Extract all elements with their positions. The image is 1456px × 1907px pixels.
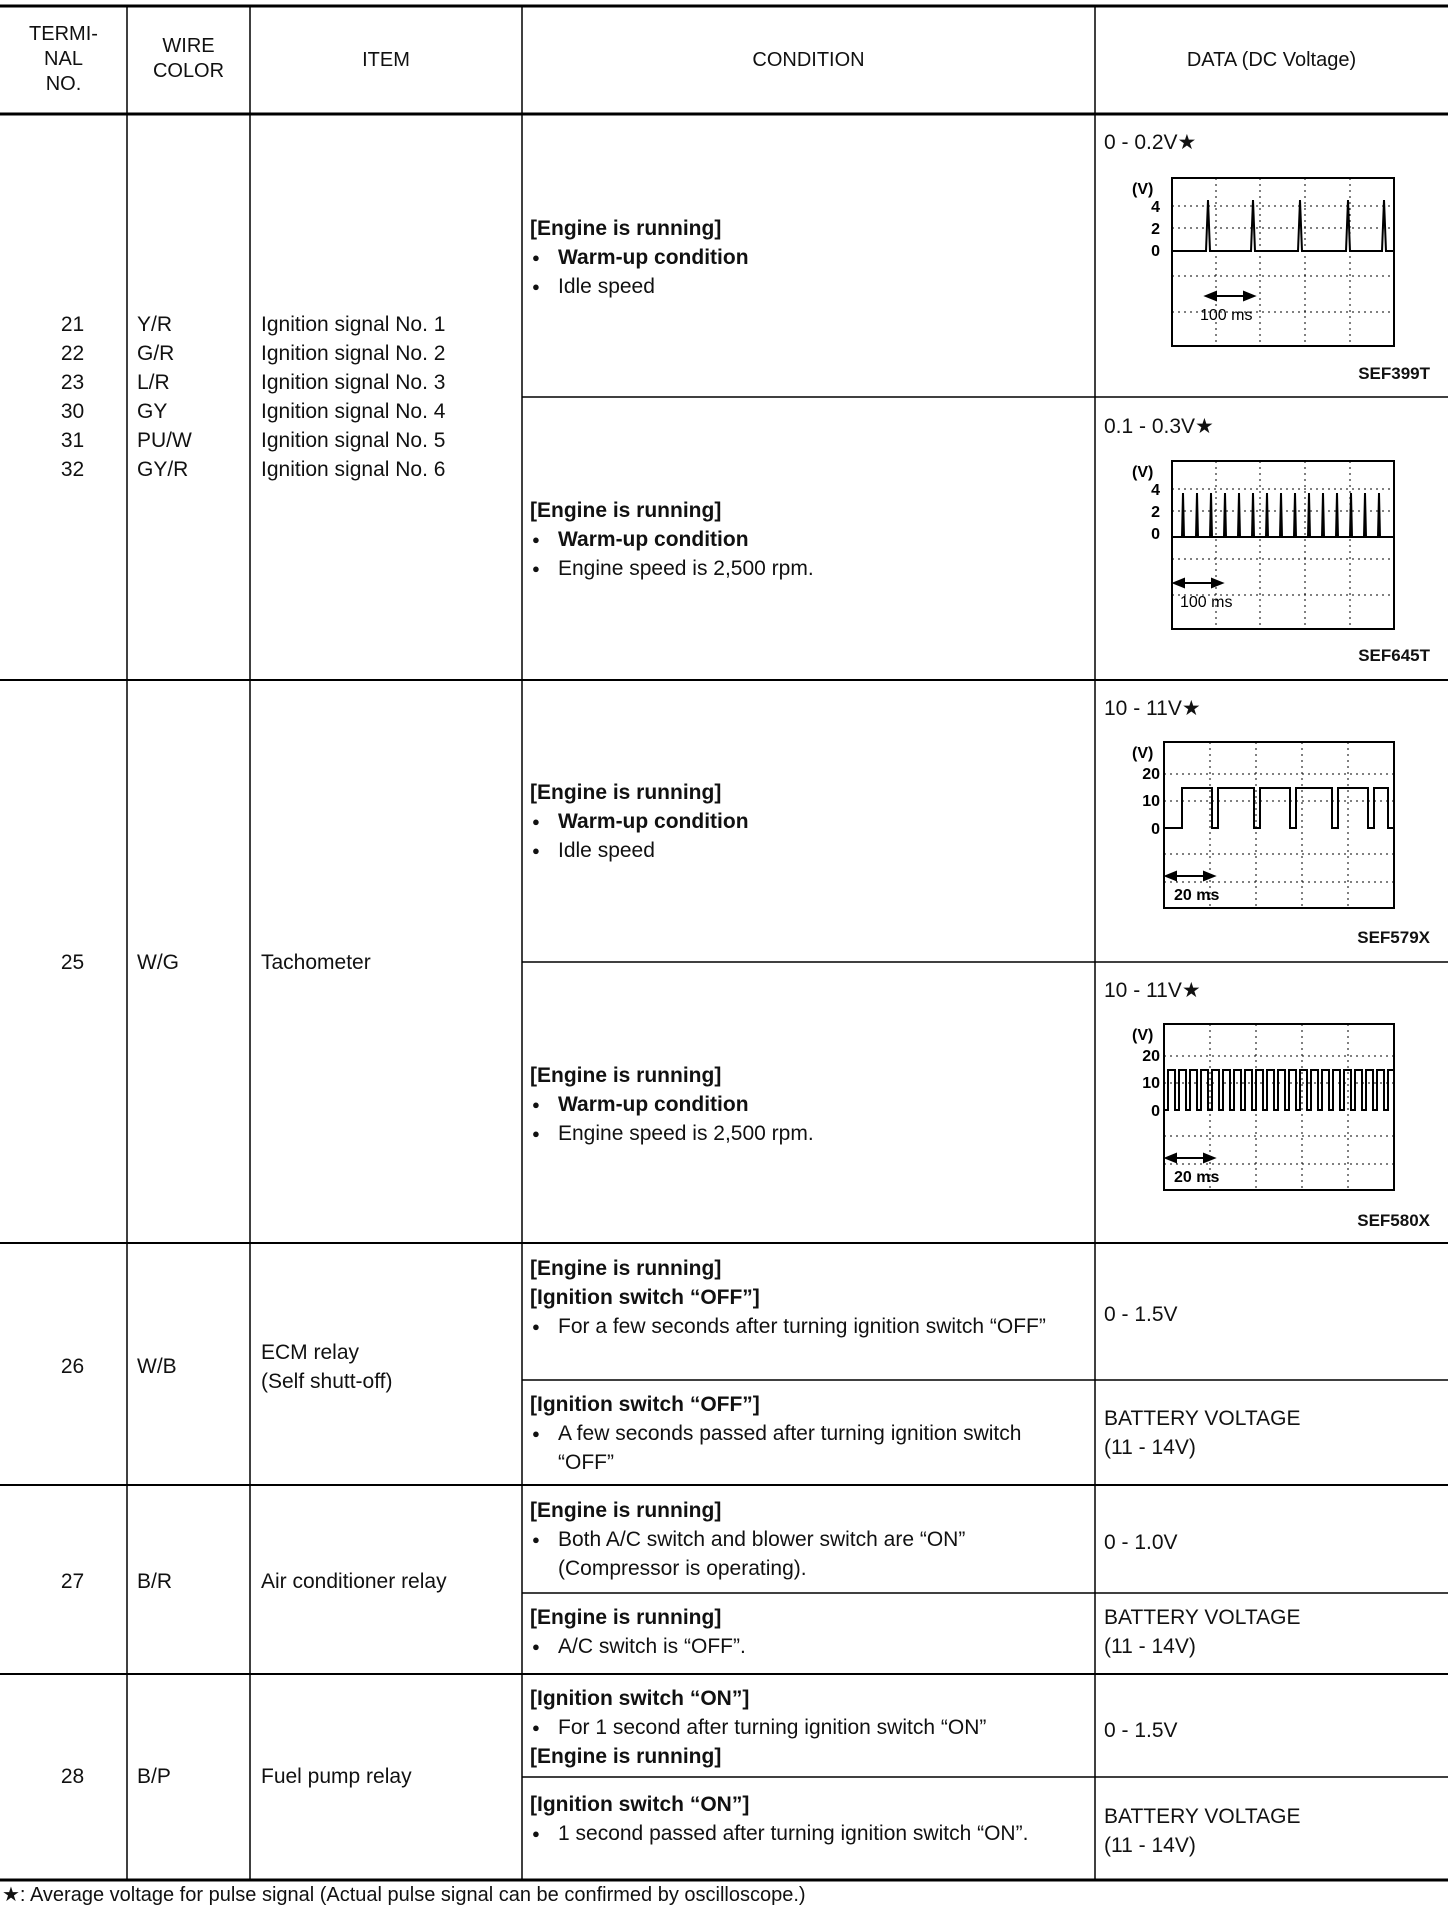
group3-terminal: 26 [60, 1355, 85, 1378]
group4-data-2: BATTERY VOLTAGE (11 - 14V) [1104, 1606, 1301, 1658]
scope-tick: 4 [1151, 482, 1160, 499]
group3-item: ECM relay (Self shutt-off) [261, 1341, 393, 1393]
scope-unit: (V) [1132, 1027, 1154, 1044]
scope-time-arrow [1206, 292, 1254, 300]
group3-data-1: 0 - 1.5V [1104, 1303, 1178, 1326]
scope-tick: 0 [1151, 1103, 1160, 1120]
oscilloscope-sef399t [1130, 172, 1400, 352]
group2-condition-2500rpm: [Engine is running] ● Warm-up condition ● Engine speed is 2,500 rpm. [530, 1061, 1080, 1148]
group2-data-value-1: 10 - 11V★ [1104, 697, 1201, 720]
scope-time-label: 100 ms [1180, 594, 1233, 611]
scope-time-label: 100 ms [1200, 307, 1253, 324]
scope-unit: (V) [1132, 745, 1154, 762]
header-condition: CONDITION [752, 49, 865, 71]
scope-time-arrow [1166, 872, 1214, 880]
scope-waveform [1172, 493, 1394, 537]
scope-waveform [1172, 200, 1394, 251]
group5-terminal: 28 [60, 1765, 85, 1788]
scope-time-arrow [1174, 579, 1222, 587]
oscilloscope-sef580x [1120, 1016, 1400, 1196]
group3-condition-2: [Ignition switch “OFF”] ● A few seconds passed after turning ignition switch “OFF” [530, 1390, 1030, 1477]
scope-time-arrow [1166, 1154, 1214, 1162]
group4-item: Air conditioner relay [261, 1570, 447, 1593]
group5-condition-2: [Ignition switch “ON”] ● 1 second passed after turning ignition switch “ON”. [530, 1790, 1050, 1848]
group1-items: Ignition signal No. 1 Ignition signal No. 2 Ignition signal No. 3 Ignition signal No. 4 Ignition signal No. 5 Ignition signal No. 6 [261, 313, 446, 481]
scope-tick: 2 [1151, 221, 1160, 238]
footnote: ★: Average voltage for pulse signal (Actual pulse signal can be confirmed by oscilloscope.) [2, 1884, 806, 1906]
group5-condition-1: [Ignition switch “ON”] ● For 1 second after turning ignition switch “ON” [Engine is running] [530, 1684, 1090, 1771]
group5-data-1: 0 - 1.5V [1104, 1719, 1178, 1742]
scope-tick: 10 [1142, 1075, 1160, 1092]
scope-tick: 20 [1142, 1048, 1160, 1065]
group2-condition-idle: [Engine is running] ● Warm-up condition ● Idle speed [530, 778, 1080, 865]
group4-terminal: 27 [60, 1570, 85, 1593]
scope-tick: 0 [1151, 243, 1160, 260]
header-item: ITEM [362, 49, 410, 71]
scope-screen [1164, 742, 1394, 908]
figure-code-sef579x: SEF579X [1357, 928, 1430, 947]
scope-waveform [1164, 788, 1394, 828]
scope-waveform [1164, 1070, 1394, 1110]
scope-unit: (V) [1132, 464, 1154, 481]
group2-terminal: 25 [60, 951, 85, 974]
group4-data-1: 0 - 1.0V [1104, 1531, 1178, 1554]
group2-wire-color: W/G [137, 951, 179, 974]
group5-item: Fuel pump relay [261, 1765, 412, 1788]
group1-condition-idle: [Engine is running] ● Warm-up condition ● Idle speed [530, 214, 1080, 301]
group1-data-value-2: 0.1 - 0.3V★ [1104, 415, 1214, 438]
header-wire-color: WIRE COLOR [152, 35, 225, 82]
group5-wire-color: B/P [137, 1765, 171, 1788]
group4-condition-1: [Engine is running] ● Both A/C switch and blower switch are “ON” (Compressor is operating). [530, 1496, 1085, 1583]
group5-data-2: BATTERY VOLTAGE (11 - 14V) [1104, 1805, 1301, 1857]
group1-terminals: 21 22 23 30 31 32 [60, 313, 85, 481]
scope-time-label: 20 ms [1174, 887, 1220, 904]
header-terminal-no: TERMI- NAL NO. [29, 23, 98, 95]
group1-data-value-1: 0 - 0.2V★ [1104, 131, 1197, 154]
scope-unit: (V) [1132, 181, 1154, 198]
group4-wire-color: B/R [137, 1570, 173, 1593]
oscilloscope-sef579x [1120, 734, 1400, 914]
group2-item: Tachometer [261, 951, 371, 974]
scope-tick: 0 [1151, 821, 1160, 838]
scope-tick: 4 [1151, 199, 1160, 216]
group2-data-value-2: 10 - 11V★ [1104, 979, 1201, 1002]
header-data: DATA (DC Voltage) [1186, 49, 1357, 71]
figure-code-sef580x: SEF580X [1357, 1211, 1430, 1230]
oscilloscope-sef645t [1130, 455, 1400, 635]
figure-code-sef399t: SEF399T [1358, 364, 1430, 383]
group1-wire-colors: Y/R G/R L/R GY PU/W GY/R [137, 313, 192, 481]
scope-tick: 10 [1142, 793, 1160, 810]
scope-time-label: 20 ms [1174, 1169, 1220, 1186]
group3-wire-color: W/B [137, 1355, 177, 1378]
group4-condition-2: [Engine is running] ● A/C switch is “OFF”. [530, 1603, 1085, 1661]
group1-condition-2500rpm: [Engine is running] ● Warm-up condition ● Engine speed is 2,500 rpm. [530, 496, 1080, 583]
scope-tick: 2 [1151, 504, 1160, 521]
figure-code-sef645t: SEF645T [1358, 646, 1430, 665]
scope-tick: 0 [1151, 526, 1160, 543]
group3-condition-1: [Engine is running] [Ignition switch “OFF”] ● For a few seconds after turning ignition switch “OFF” [530, 1254, 1085, 1341]
group3-data-2: BATTERY VOLTAGE (11 - 14V) [1104, 1407, 1301, 1459]
scope-tick: 20 [1142, 766, 1160, 783]
